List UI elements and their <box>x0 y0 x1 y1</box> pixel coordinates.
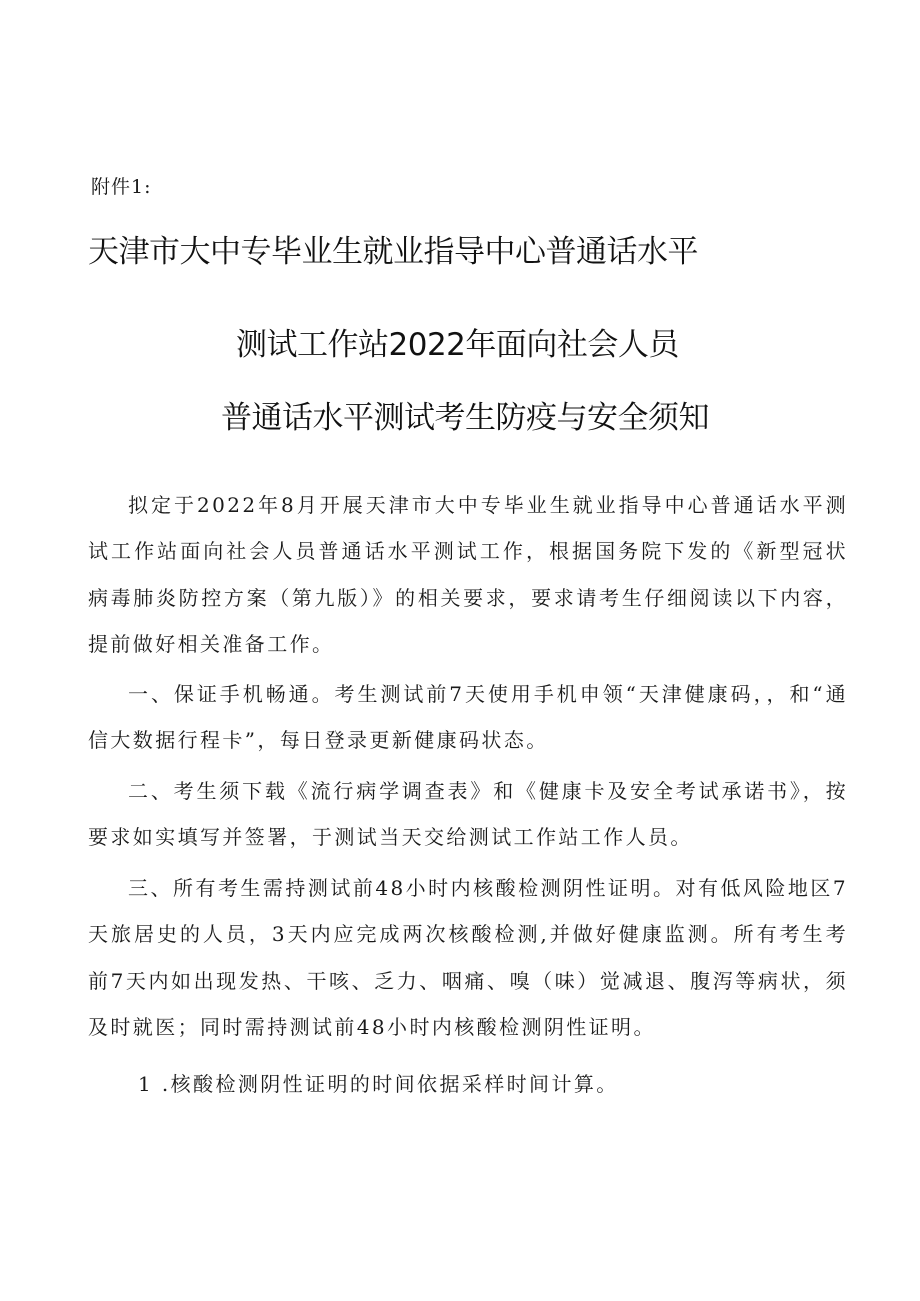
sub-item-1: 1 .核酸检测阴性证明的时间依据采样时间计算。 <box>138 1072 619 1096</box>
title-line-3: 普通话水平测试考生防疫与安全须知 <box>221 400 709 436</box>
item-2-paragraph: 二、考生须下载《流行病学调查表》和《健康卡及安全考试承诺书》，按要求如实填写并签署，于测试当天交给测试工作站工作人员。 <box>88 779 848 850</box>
item-3-paragraph: 三、所有考生需持测试前48小时内核酸检测阴性证明。对有低风险地区7天旅居史的人员，3天内应完成两次核酸检测,并做好健康监测。所有考生考前7天内如出现发热、干咳、乏力、咽痛、嗅（味）觉减退、腹泻等病状，须及时就医；同时需持测试前48小时内核酸检测阴性证明。 <box>88 876 848 1039</box>
attachment-label: 附件1: <box>91 176 152 198</box>
intro-paragraph: 拟定于2022年8月开展天津市大中专毕业生就业指导中心普通话水平测试工作站面向社会人员普通话水平测试工作，根据国务院下发的《新型冠状病毒肺炎防控方案（第九版）》的相关要求，要求请考生仔细阅读以下内容，提前做好相关准备工作。 <box>88 493 848 656</box>
title-line-2: 测试工作站2022年面向社会人员 <box>236 327 679 363</box>
item-1-paragraph: 一、保证手机畅通。考生测试前7天使用手机申领“天津健康码，，和“通信大数据行程卡”，每日登录更新健康码状态。 <box>88 682 848 753</box>
title-line-1: 天津市大中专毕业生就业指导中心普通话水平 <box>88 234 698 270</box>
